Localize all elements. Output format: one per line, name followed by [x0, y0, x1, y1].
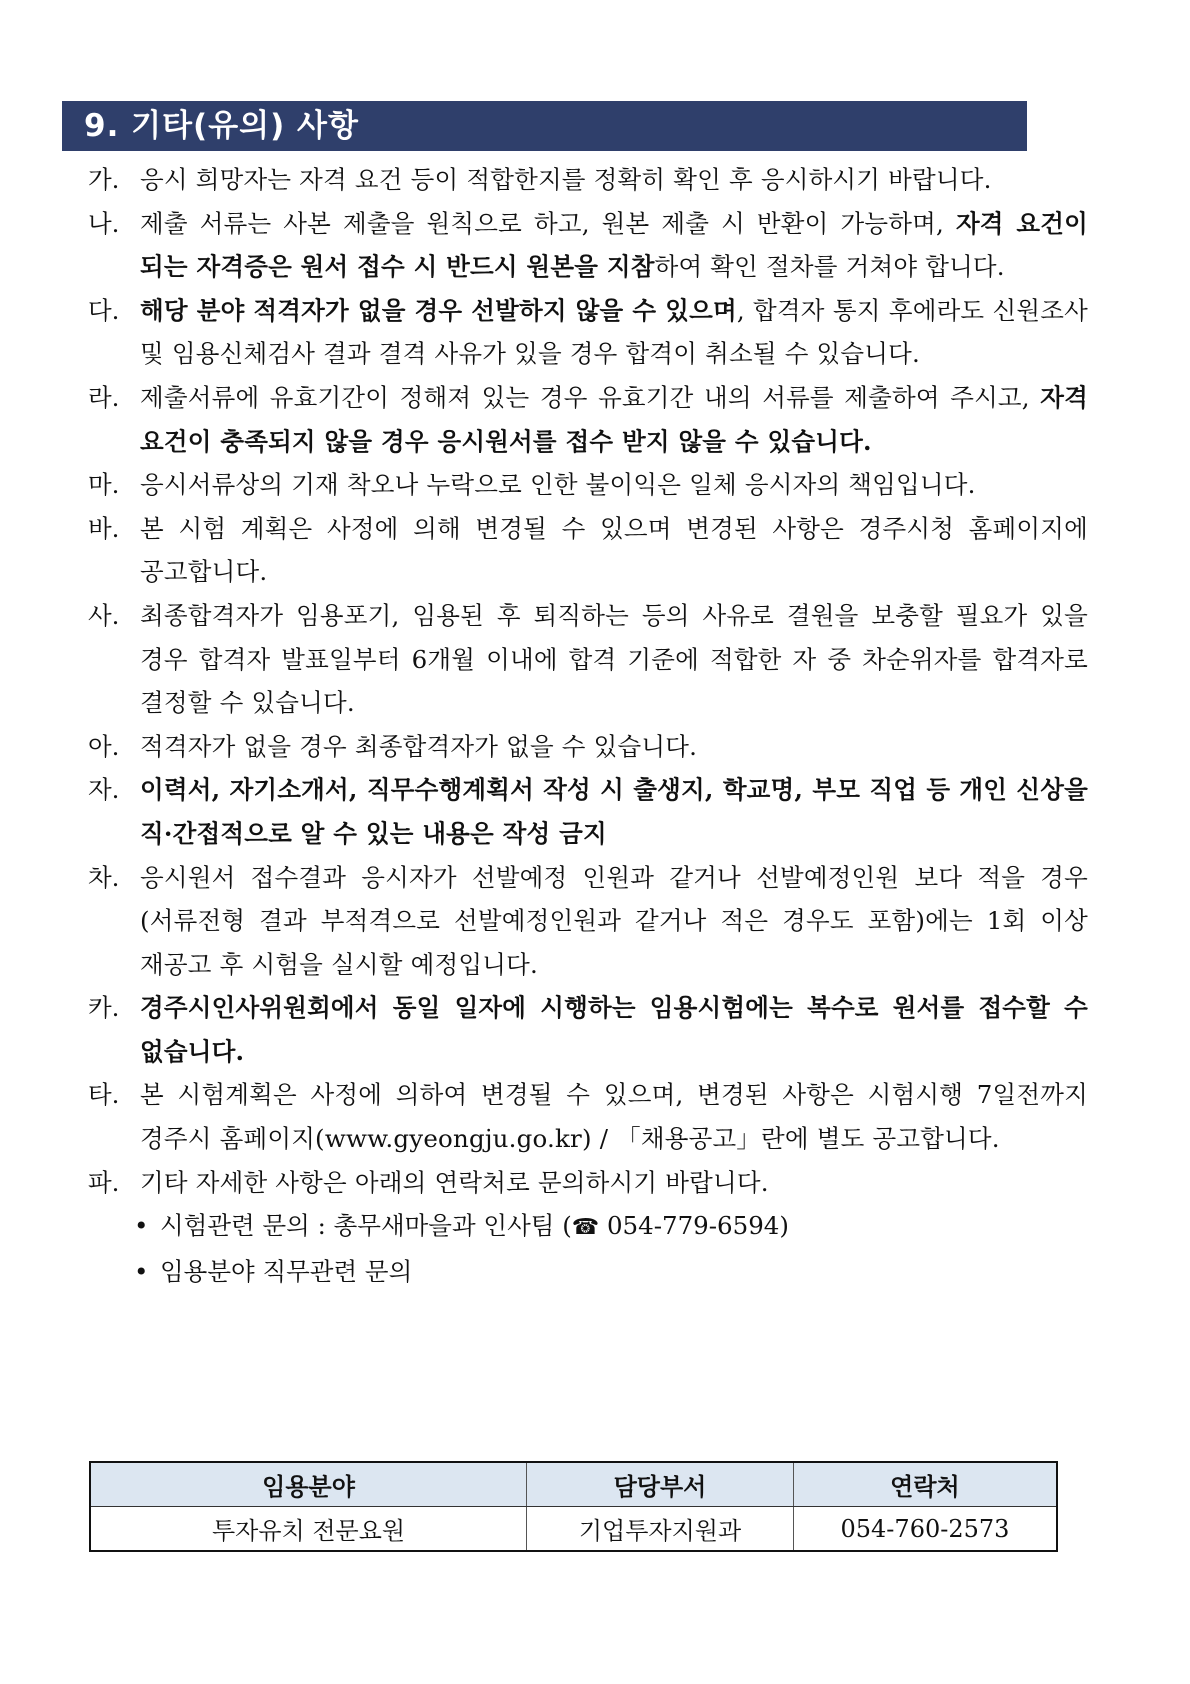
- notice-list: [88, 158, 1088, 1293]
- notice-item: [88, 986, 1088, 1073]
- notice-item-text: [140, 594, 1088, 725]
- notice-item: [88, 1073, 1088, 1160]
- contact-bullet-exam: [88, 1204, 1088, 1250]
- notice-item-marker: 파.: [88, 1167, 120, 1197]
- notice-item-text: [140, 1073, 1088, 1160]
- notice-item-marker: 다.: [88, 295, 120, 325]
- notice-item: [88, 289, 1088, 376]
- contact-job-text: 임용분야 직무관련 문의: [160, 1256, 413, 1286]
- notice-item-marker: 차.: [88, 862, 120, 892]
- notice-item-text: [140, 1161, 1088, 1205]
- notice-item-marker: 사.: [88, 600, 120, 630]
- items-container: [88, 158, 1088, 1204]
- plain-text: 기타 자세한 사항은 아래의 연락처로 문의하시기 바랍니다.: [140, 1167, 769, 1197]
- table-header-department: 담당부서: [527, 1462, 794, 1507]
- table-row: [90, 1507, 1057, 1552]
- contact-exam-phone: 054-779-6594): [599, 1211, 789, 1241]
- notice-item: [88, 158, 1088, 202]
- section-title: 9. 기타(유의) 사항: [62, 101, 1027, 151]
- plain-text: 본 시험 계획은 사정에 의해 변경될 수 있으며 변경된 사항은 경주시청 홈페이지에 공고합니다.: [140, 513, 1088, 587]
- emphasized-text: 자격 요건이 되는 자격증은 원서 접수 시 반드시 원본을 지참: [140, 208, 1088, 282]
- notice-item-text: [140, 768, 1088, 855]
- notice-item-marker: 가.: [88, 165, 120, 194]
- notice-item-text: [140, 856, 1088, 987]
- notice-item-marker: 타.: [88, 1080, 120, 1110]
- table-cell-department: 기업투자지원과: [527, 1507, 794, 1552]
- notice-item: [88, 768, 1088, 855]
- plain-text: 응시서류상의 기재 착오나 누락으로 인한 불이익은 일체 응시자의 책임입니다.: [140, 470, 976, 500]
- notice-item: [88, 856, 1088, 987]
- notice-item-text: [140, 725, 1088, 769]
- table-header-contact: 연락처: [793, 1462, 1057, 1507]
- notice-item-marker: 아.: [88, 731, 120, 761]
- bullet-dot: •: [134, 1256, 149, 1286]
- notice-item: [88, 725, 1088, 769]
- notice-item-marker: 마.: [88, 470, 120, 500]
- notice-item-marker: 라.: [88, 382, 120, 412]
- notice-item-text: [140, 376, 1088, 463]
- notice-item-text: [140, 158, 1088, 202]
- emphasized-text: 해당 분야 적격자가 없을 경우 선발하지 않을 수 있으며: [140, 295, 737, 325]
- contact-table: [89, 1461, 1058, 1552]
- notice-item-text: [140, 507, 1088, 594]
- notice-item-marker: 나.: [88, 208, 120, 238]
- emphasized-text: 이력서, 자기소개서, 직무수행계획서 작성 시 출생지, 학교명, 부모 직업 등 개인 신상을 직·간접적으로 알 수 있는 내용은 작성 금지: [140, 775, 1088, 848]
- notice-item-text: [140, 289, 1088, 376]
- notice-item-marker: 자.: [88, 775, 120, 805]
- plain-text: 제출서류에 유효기간이 정해져 있는 경우 유효기간 내의 서류를 제출하여 주시고,: [140, 382, 1041, 412]
- notice-item-text: [140, 463, 1088, 507]
- plain-text: 제출 서류는 사본 제출을 원칙으로 하고, 원본 제출 시 반환이 가능하며,: [140, 208, 956, 238]
- notice-item-marker: 바.: [88, 513, 120, 543]
- contact-bullet-job: [88, 1250, 1088, 1294]
- notice-item: [88, 594, 1088, 725]
- emphasized-text: 자격 요건이 충족되지 않을 경우 응시원서를 접수 받지 않을 수 있습니다.: [140, 382, 1088, 456]
- table-header-row: [90, 1462, 1057, 1507]
- phone-icon: ☎: [571, 1215, 600, 1241]
- notice-item: [88, 1161, 1088, 1205]
- plain-text: , 합격자 통지 후에라도 신원조사 및 임용신체검사 결과 결격 사유가 있을 경우 합격이 취소될 수 있습니다.: [140, 295, 1088, 369]
- notice-item: [88, 507, 1088, 594]
- emphasized-text: 경주시인사위원회에서 동일 일자에 시행하는 임용시험에는 복수로 원서를 접수할 수 없습니다.: [140, 993, 1088, 1066]
- plain-text: 하여 확인 절차를 거쳐야 합니다.: [654, 252, 1005, 282]
- notice-item: [88, 376, 1088, 463]
- table-cell-field: 투자유치 전문요원: [90, 1507, 527, 1552]
- contact-exam-label: 시험관련 문의 : 총무새마을과 인사팀 (: [160, 1211, 572, 1241]
- notice-item: [88, 463, 1088, 507]
- table-cell-contact: 054-760-2573: [793, 1507, 1057, 1552]
- plain-text: 최종합격자가 임용포기, 임용된 후 퇴직하는 등의 사유로 결원을 보충할 필요가 있을 경우 합격자 발표일부터 6개월 이내에 합격 기준에 적합한 자 중 차순위자를 합격자로 결정할 수 있습니다.: [140, 600, 1088, 718]
- plain-text: 응시 희망자는 자격 요건 등이 적합한지를 정확히 확인 후 응시하시기 바랍니다.: [140, 165, 992, 194]
- notice-item: [88, 202, 1088, 289]
- plain-text: 응시원서 접수결과 응시자가 선발예정 인원과 같거나 선발예정인원 보다 적을 경우(서류전형 결과 부적격으로 선발예정인원과 같거나 적은 경우도 포함)에는 1회 이상 재공고 후 시험을 실시할 예정입니다.: [140, 862, 1088, 979]
- bullet-dot: •: [134, 1211, 149, 1241]
- plain-text: 본 시험계획은 사정에 의하여 변경될 수 있으며, 변경된 사항은 시험시행 7일전까지 경주시 홈페이지(www.gyeongju.go.kr) / 「채용공고」란에 별도 공고합니다.: [140, 1080, 1088, 1154]
- plain-text: 적격자가 없을 경우 최종합격자가 없을 수 있습니다.: [140, 731, 698, 761]
- notice-item-text: [140, 986, 1088, 1073]
- table-header-field: 임용분야: [90, 1462, 527, 1507]
- notice-item-text: [140, 202, 1088, 289]
- notice-item-marker: 카.: [88, 993, 120, 1023]
- contact-exam-text: [160, 1204, 789, 1250]
